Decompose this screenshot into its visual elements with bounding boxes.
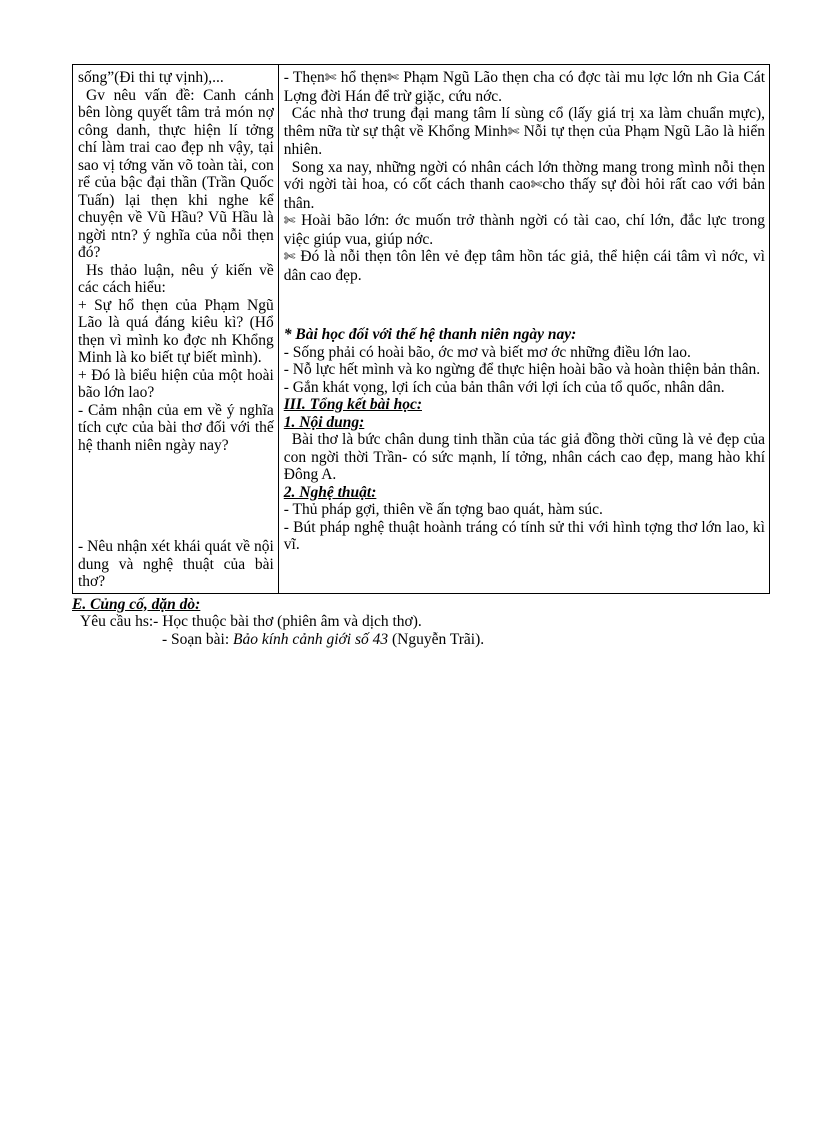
scissor-icon: ✄ bbox=[324, 70, 337, 86]
youth-lesson-heading: * Bài học đối với thế hệ thanh niên ngày nay: bbox=[283, 326, 577, 343]
right-ancient-ideal: Các nhà thơ trung đại mang tâm lí sùng cổ (lấy giá trị xa làm chuẩn mực), thêm nữa từ sự thật về Khổng Minh✄ Nỗi tự thẹn của Phạm Ngũ Lão là hiển nhiên. bbox=[283, 105, 766, 158]
scissor-icon: ✄ bbox=[283, 249, 296, 265]
left-student-discussion: Hs thảo luận, nêu ý kiến về các cách hiểu: bbox=[78, 261, 274, 296]
summary-heading: III. Tổng kết bài học: bbox=[283, 396, 422, 413]
left-opinion-2: + Đó là biểu hiện của một hoài bão lớn lao? bbox=[78, 366, 274, 401]
document-page bbox=[72, 64, 770, 648]
consolidation-heading: E. Củng cố, dặn dò: bbox=[72, 595, 201, 613]
left-question-youth: - Cảm nhận của em về ý nghĩa tích cực của bài thơ đối với thế hệ thanh niên ngày nay? bbox=[78, 401, 274, 454]
left-line-1: sống”(Đi thi tự vịnh),... bbox=[78, 69, 224, 86]
homework-preparation: - Soạn bài: Bảo kính cảnh giới số 43 (Nguyễn Trãi). bbox=[162, 630, 485, 648]
lesson-table bbox=[72, 64, 770, 594]
art-item-2: - Bút pháp nghệ thuật hoành tráng có tính sử thi với hình tợng thơ lớn lao, kì vĩ. bbox=[283, 518, 765, 553]
youth-lesson-item-1: - Sống phải có hoài bão, ớc mơ và biết mơ ớc những điều lớn lao. bbox=[283, 343, 691, 361]
right-shame-meaning: - Thẹn✄ hổ thẹn✄ Phạm Ngũ Lão thẹn cha có đợc tài mu lợc lớn nh Gia Cát Lợng đời Hán để trừ giặc, cứu nớc. bbox=[283, 69, 766, 105]
content-heading: 1. Nội dung: bbox=[283, 413, 365, 431]
art-item-1: - Thủ pháp gợi, thiên về ấn tợng bao quát, hàm súc. bbox=[283, 501, 603, 518]
scissor-icon: ✄ bbox=[387, 70, 399, 86]
homework-requirement: Yêu cầu hs:- Học thuộc bài thơ (phiên âm và dịch thơ). bbox=[80, 613, 422, 630]
right-ambition: ✄ Hoài bão lớn: ớc muốn trở thành ngời có tài cao, chí lớn, đắc lực trong việc giúp vua, giúp nớc. bbox=[283, 212, 765, 248]
left-teacher-question: Gv nêu vấn đề: Canh cánh bên lòng quyết tâm trả món nợ công danh, thực hiện lí tởng chí làm trai cao đẹp nh vậy, tại sao vị tớng văn võ toàn tài, con rể của bậc đại thần (Trần Quốc Tuấn) lại thẹn khi nghe kể chuyện về Vũ Hầu? Vũ Hầu là ngời ntn? ý nghĩa của nỗi thẹn đó? bbox=[78, 86, 274, 261]
scissor-icon: ✄ bbox=[283, 213, 296, 229]
next-lesson-title: Bảo kính cảnh giới số 43 bbox=[233, 630, 389, 648]
scissor-icon: ✄ bbox=[530, 177, 543, 193]
right-beauty-of-soul: ✄ Đó là nỗi thẹn tôn lên vẻ đẹp tâm hồn tác giả, thể hiện cái tâm vì nớc, vì dân cao đẹp. bbox=[283, 248, 765, 284]
table-row bbox=[73, 65, 770, 594]
content-summary: Bài thơ là bức chân dung tinh thần của tác giả đồng thời cũng là vẻ đẹp của con ngời thời Trần- có sức mạnh, lí tởng, nhân cách cao đẹp, mang hào khí Đông A. bbox=[283, 431, 765, 483]
left-opinion-1: + Sự hổ thẹn của Phạm Ngũ Lão là quá đáng kiêu kì? (Hổ thẹn vì mình ko đợc nh Khổng Minh là ko biết tự biết mình). bbox=[78, 296, 274, 366]
scissor-icon: ✄ bbox=[507, 123, 520, 140]
youth-lesson-item-3: - Gắn khát vọng, lợi ích của bản thân với lợi ích của tổ quốc, nhân dân. bbox=[283, 378, 725, 396]
art-heading: 2. Nghệ thuật: bbox=[283, 483, 377, 501]
lesson-content-column bbox=[278, 65, 769, 594]
consolidation-section bbox=[72, 596, 770, 649]
youth-lesson-item-2: - Nỗ lực hết mình và ko ngừng để thực hiện hoài bão và hoàn thiện bản thân. bbox=[283, 361, 761, 378]
left-question-summary: - Nêu nhận xét khái quát về nội dung và nghệ thuật của bài thơ? bbox=[78, 538, 274, 590]
teacher-student-activity-column bbox=[73, 65, 279, 594]
right-great-personality: Song xa nay, những ngời có nhân cách lớn thờng mang trong mình nỗi thẹn với ngời tài hoa, có cốt cách thanh cao✄cho thấy sự đòi hỏi rất cao với bản thân. bbox=[283, 158, 765, 212]
